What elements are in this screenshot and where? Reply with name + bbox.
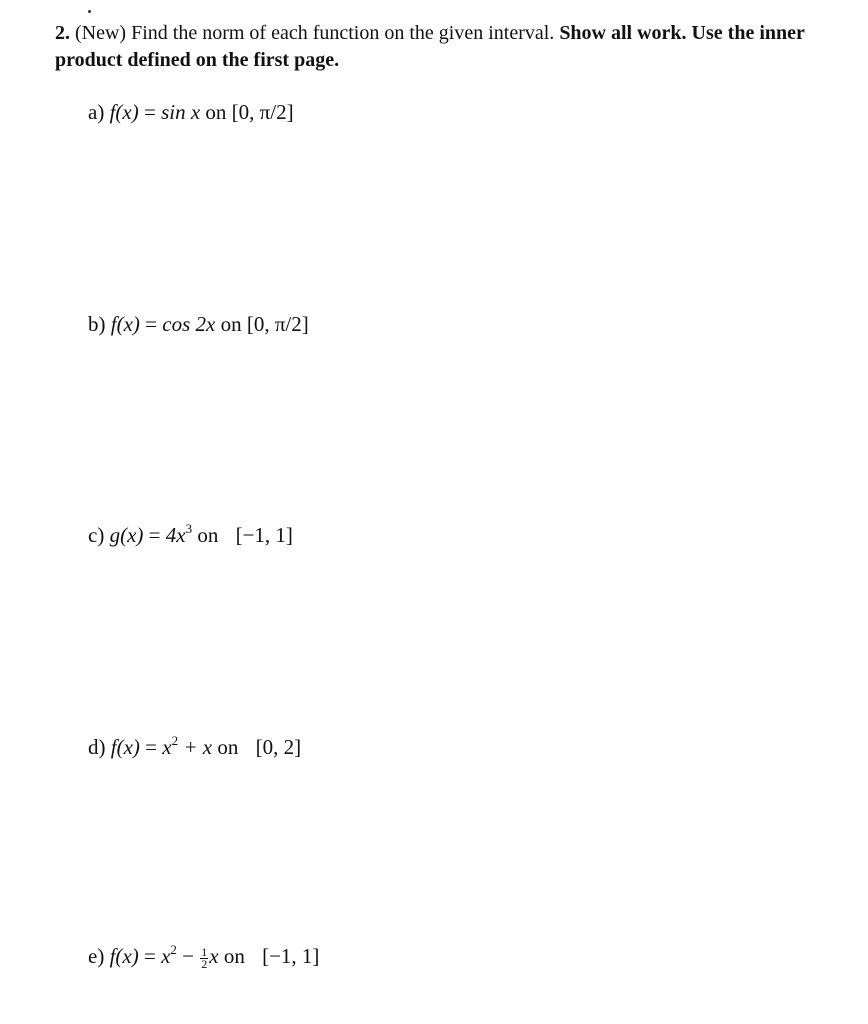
function-name: f(x) (109, 944, 139, 968)
problem-number: 2. (55, 22, 70, 44)
function-expression: cos 2x (162, 312, 216, 336)
problem-instructions: Show all work. Use the inner product defined on the first page. (55, 22, 805, 71)
expression-base: x (162, 735, 172, 759)
problem-a (88, 100, 294, 125)
problem-b (88, 312, 309, 337)
problem-header (55, 20, 855, 74)
equals-sign: = (143, 944, 156, 968)
problem-intro: (New) Find the norm of each function on the given interval. (75, 22, 555, 44)
minus-sign: − (182, 944, 194, 968)
function-expression (162, 735, 212, 759)
expression-tail: x (209, 944, 219, 968)
problem-c (88, 523, 293, 548)
problem-label: b) (88, 312, 106, 336)
on-word: on (223, 944, 245, 968)
function-name: f(x) (109, 100, 139, 124)
expression-base: 4x (165, 523, 186, 547)
equals-sign: = (143, 100, 156, 124)
function-expression (161, 942, 219, 971)
function-expression (166, 523, 192, 547)
expression-base: x (161, 944, 171, 968)
problem-d (88, 735, 301, 760)
stray-dot (88, 10, 91, 13)
on-word: on (205, 100, 227, 124)
problem-label: e) (88, 944, 105, 968)
problem-label: a) (88, 100, 105, 124)
one-half-fraction (200, 944, 208, 971)
exponent: 2 (170, 942, 177, 957)
problem-label: d) (88, 735, 106, 759)
fraction-denominator: 2 (201, 956, 208, 971)
exponent: 3 (185, 521, 193, 536)
interval: [−1, 1] (235, 523, 293, 547)
equals-sign: = (145, 312, 157, 336)
interval: [−1, 1] (262, 944, 320, 968)
expression-tail: + x (183, 735, 213, 759)
function-expression: sin x (161, 100, 201, 124)
fraction-numerator: 1 (201, 944, 208, 959)
function-name: g(x) (109, 523, 144, 547)
equals-sign: = (148, 523, 161, 547)
interval: [0, π/2] (231, 100, 294, 124)
equals-sign: = (145, 735, 157, 759)
exponent: 2 (171, 733, 179, 748)
function-name: f(x) (110, 735, 140, 759)
problem-label: c) (88, 523, 105, 547)
on-word: on (197, 523, 219, 547)
interval: [0, 2] (255, 735, 302, 759)
on-word: on (217, 735, 239, 759)
interval: [0, π/2] (246, 312, 309, 336)
function-name: f(x) (110, 312, 140, 336)
problem-e (88, 944, 319, 970)
on-word: on (220, 312, 242, 336)
